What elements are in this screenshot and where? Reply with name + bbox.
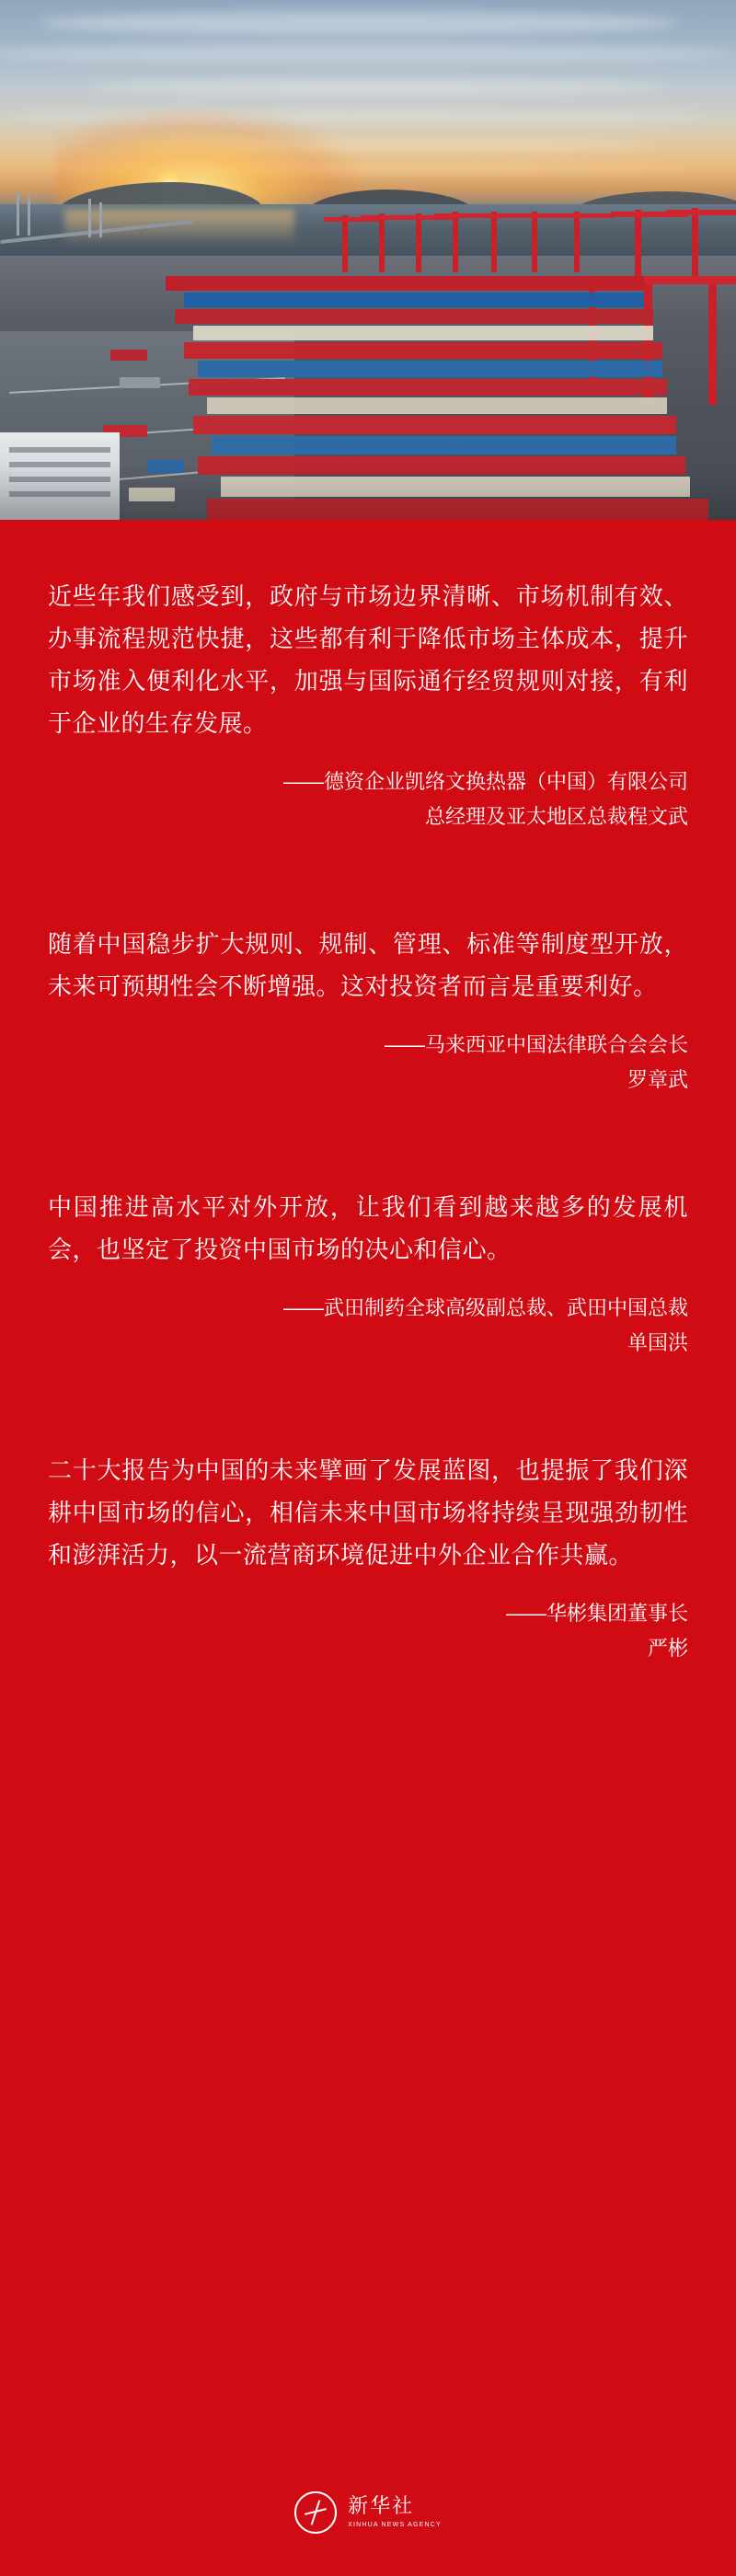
quay-crane xyxy=(453,212,458,272)
logo-wordmark xyxy=(348,2497,442,2528)
attribution-line-2: 单国洪 xyxy=(627,1331,688,1354)
crane-boom xyxy=(556,213,615,218)
quay-crane xyxy=(532,212,537,272)
container-row xyxy=(193,416,676,434)
container-row xyxy=(166,276,644,291)
bridge-pylon xyxy=(88,199,91,237)
quote-text: 随着中国稳步扩大规则、规制、管理、标准等制度型开放，未来可预期性会不断增强。这对投资者而言是重要利好。 xyxy=(48,930,688,1000)
logo-chinese-text: 新华社 xyxy=(348,2495,415,2518)
container-stack xyxy=(110,350,147,361)
bridge-pylon xyxy=(28,195,30,236)
container-row xyxy=(193,326,653,340)
quay-crane xyxy=(491,212,497,272)
quote-text: 二十大报告为中国的未来擘画了发展蓝图，也提振了我们深耕中国市场的信心，相信未来中国市场将持续呈现强劲韧性和澎湃活力，以一流营商环境促进中外企业合作共赢。 xyxy=(48,1456,688,1569)
bridge-pylon xyxy=(17,191,19,236)
quote-block xyxy=(0,1449,736,1666)
photo-bottom-shade xyxy=(0,465,736,520)
cloud-band xyxy=(83,79,672,96)
container-stack xyxy=(120,377,160,388)
footer-logo xyxy=(0,2491,736,2534)
quote-block xyxy=(0,575,736,834)
hero-port-photo xyxy=(0,0,736,520)
container-row xyxy=(189,379,667,396)
building-window-row xyxy=(9,447,110,453)
attribution-line-2: 严彬 xyxy=(647,1637,688,1660)
container-row xyxy=(207,397,667,414)
attribution-line-2: 罗章武 xyxy=(627,1068,688,1091)
attribution-line-1: ——德资企业凯络文换热器（中国）有限公司 xyxy=(282,770,688,793)
quote-block xyxy=(0,1186,736,1361)
container-row xyxy=(184,342,662,359)
quay-crane xyxy=(379,213,385,272)
quote-attribution xyxy=(48,1291,688,1361)
cloud-band xyxy=(0,44,736,63)
quote-block xyxy=(0,923,736,1098)
gantry-crane-leg xyxy=(708,276,717,405)
container-row xyxy=(212,436,676,454)
quote-attribution xyxy=(48,765,688,834)
container-row xyxy=(175,309,653,324)
quay-crane xyxy=(635,210,641,276)
container-row xyxy=(184,293,644,307)
quote-text: 近些年我们感受到，政府与市场边界清晰、市场机制有效、办事流程规范快捷，这些都有利于降低市场主体成本，提升市场准入便利化水平，加强与国际通行经贸规则对接，有利于企业的生存发展。 xyxy=(48,582,688,737)
attribution-line-1: ——武田制药全球高级副总裁、武田中国总裁 xyxy=(282,1296,688,1319)
container-row xyxy=(198,361,662,377)
logo-english-text: XINHUA NEWS AGENCY xyxy=(348,2522,442,2528)
attribution-line-2: 总经理及亚太地区总裁程文武 xyxy=(424,805,688,828)
attribution-line-1: ——马来西亚中国法律联合会会长 xyxy=(384,1033,688,1056)
quay-crane xyxy=(692,208,698,278)
quote-text: 中国推进高水平对外开放，让我们看到越来越多的发展机会，也坚定了投资中国市场的决心和信心。 xyxy=(48,1193,688,1263)
crane-boom xyxy=(666,210,736,215)
quay-crane xyxy=(574,212,580,272)
quote-attribution xyxy=(48,1028,688,1098)
cloud-band xyxy=(37,11,681,35)
attribution-line-1: ——华彬集团董事长 xyxy=(505,1602,688,1625)
quay-crane xyxy=(342,215,348,272)
quote-attribution xyxy=(48,1596,688,1666)
xinhua-news-agency-logo-icon xyxy=(294,2491,337,2534)
bridge-pylon xyxy=(99,202,102,237)
quay-crane xyxy=(416,213,421,272)
quotes-section xyxy=(0,520,736,1666)
